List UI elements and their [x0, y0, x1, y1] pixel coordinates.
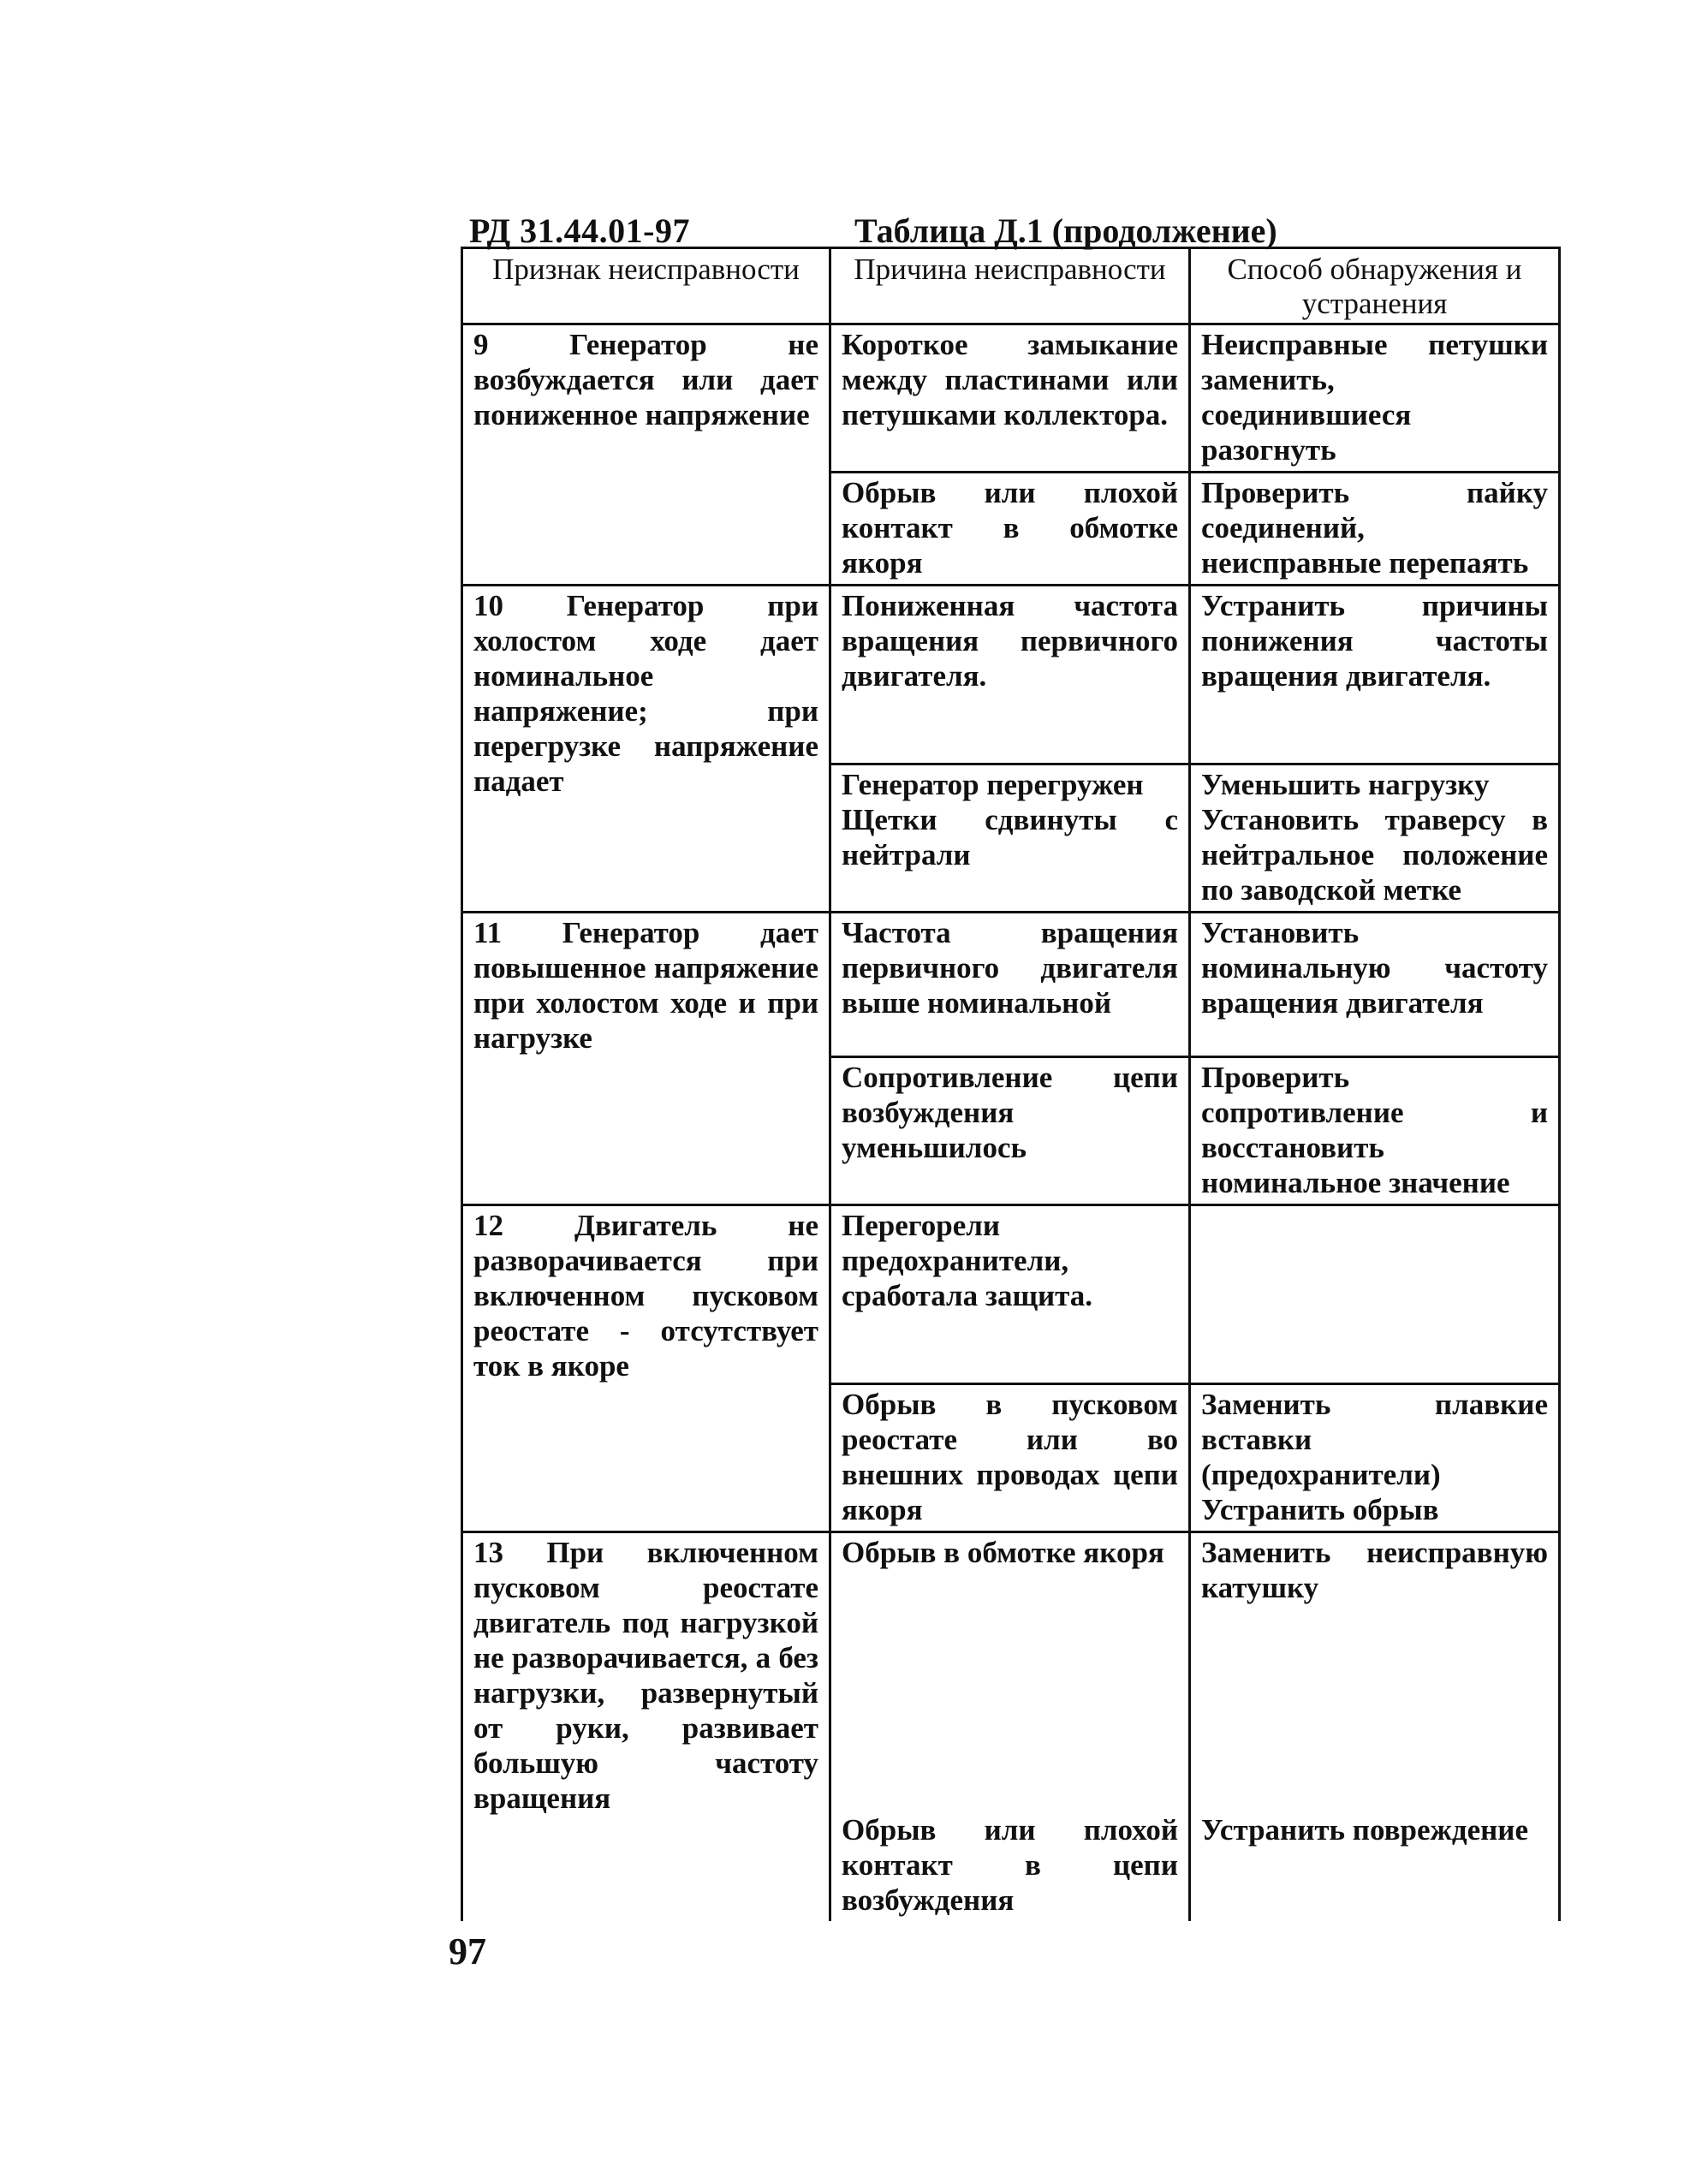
fault-sign-cell: [462, 1532, 830, 1922]
fault-sign: 12 Двигатель не разворачивается при включенном пусковом реостате - отсутствует ток в якоре: [473, 1209, 818, 1383]
fault-cause: Перегорели предохранители, сработала защита.: [842, 1209, 1093, 1312]
remedy-cell: [1190, 324, 1560, 473]
document-code: РД 31.44.01-97: [469, 211, 690, 250]
fault-remedy: Проверить сопротивление и восстановить номинальное значение: [1201, 1061, 1548, 1199]
fault-cause: Частота вращения первичного двигателя выше номинальной: [842, 916, 1178, 1020]
remedy-cell: [1190, 586, 1560, 764]
fault-sign-cell: [462, 324, 830, 586]
table-row: [462, 1532, 1560, 1811]
fault-remedy: Устранить повреждение: [1201, 1813, 1528, 1847]
remedy-cell: [1190, 913, 1560, 1057]
table-header-row: [462, 248, 1560, 324]
fault-cause: Обрыв или плохой контакт в обмотке якоря: [842, 476, 1178, 580]
column-header-remedy: Способ обнаружения и устранения: [1190, 248, 1560, 324]
fault-cause: Обрыв или плохой контакт в цепи возбуждения: [842, 1813, 1178, 1917]
remedy-cell: [1190, 1811, 1560, 1921]
table-row: [462, 324, 1560, 473]
page-number: 97: [449, 1930, 486, 1972]
cause-cell: [830, 324, 1190, 473]
cause-cell: [830, 913, 1190, 1057]
cause-cell: [830, 802, 1190, 913]
cause-cell: [830, 586, 1190, 764]
table-row: [462, 586, 1560, 764]
fault-remedy: Устранить причины понижения частоты вращения двигателя.: [1201, 589, 1548, 693]
fault-remedy: Проверить пайку соединений, неисправные перепаять: [1201, 476, 1548, 580]
cause-cell: [830, 1057, 1190, 1205]
fault-cause: Обрыв в пусковом реостате или во внешних проводах цепи якоря: [842, 1388, 1178, 1526]
fault-remedy: Неисправные петушки заменить, соединившиеся разогнуть: [1201, 328, 1548, 467]
cause-cell: [830, 1811, 1190, 1921]
remedy-cell: [1190, 802, 1560, 913]
fault-cause: Генератор перегружен: [842, 768, 1144, 801]
fault-sign: 11 Генератор дает повышенное напряжение при холостом ходе и при нагрузке: [473, 916, 818, 1055]
fault-table: [461, 247, 1561, 1921]
fault-sign-cell: [462, 586, 830, 913]
fault-sign: 13 При включенном пусковом реостате двигатель под нагрузкой не разворачивается, а без нагрузки, развернутый от руки, развивает большую частоту вращения: [473, 1536, 818, 1815]
fault-cause: Короткое замыкание между пластинами или петушками коллектора.: [842, 328, 1178, 431]
fault-remedy: Установить номинальную частоту вращения двигателя: [1201, 916, 1548, 1020]
cause-cell: [830, 473, 1190, 586]
cause-cell: [830, 1532, 1190, 1811]
remedy-cell: [1190, 1384, 1560, 1532]
remedy-cell: [1190, 473, 1560, 586]
fault-remedy: Уменьшить нагрузку: [1201, 768, 1490, 801]
cause-cell: [830, 764, 1190, 803]
cause-cell: [830, 1205, 1190, 1384]
fault-remedy: Заменить неисправную катушку: [1201, 1536, 1548, 1604]
column-header-sign: Признак неисправности: [462, 248, 830, 324]
table-row: [462, 913, 1560, 1057]
fault-sign-cell: [462, 913, 830, 1205]
fault-remedy: Заменить плавкие вставки (предохранители) Устранить обрыв: [1201, 1388, 1548, 1526]
remedy-cell: [1190, 1205, 1560, 1384]
fault-cause: Пониженная частота вращения первичного двигателя.: [842, 589, 1178, 693]
fault-cause: Щетки сдвинуты с нейтрали: [842, 803, 1178, 871]
table-caption: Таблица Д.1 (продолжение): [854, 211, 1277, 250]
remedy-cell: [1190, 1057, 1560, 1205]
cause-cell: [830, 1384, 1190, 1532]
fault-cause: Обрыв в обмотке якоря: [842, 1536, 1164, 1569]
remedy-cell: [1190, 764, 1560, 803]
fault-cause: Сопротивление цепи возбуждения уменьшилось: [842, 1061, 1178, 1164]
remedy-cell: [1190, 1532, 1560, 1811]
fault-sign: 10 Генератор при холостом ходе дает номинальное напряжение; при перегрузке напряжение падает: [473, 589, 818, 798]
fault-sign-cell: [462, 1205, 830, 1532]
column-header-cause: Причина неисправности: [830, 248, 1190, 324]
fault-remedy: Установить траверсу в нейтральное положение по заводской метке: [1201, 803, 1548, 907]
table-row: [462, 1205, 1560, 1384]
fault-sign: 9 Генератор не возбуждается или дает пониженное напряжение: [473, 328, 818, 431]
fault-table-container: [461, 247, 1558, 1921]
